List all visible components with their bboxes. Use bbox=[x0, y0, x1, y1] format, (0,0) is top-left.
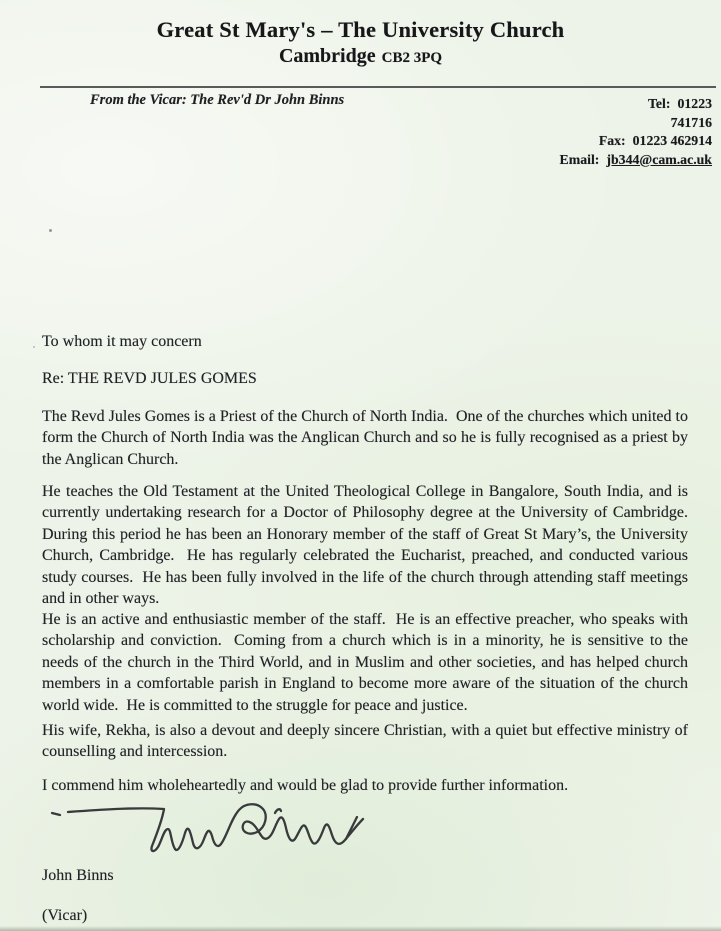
fax-value: 01223 462914 bbox=[632, 133, 712, 149]
signature-start-dash bbox=[52, 813, 60, 815]
signer-role: (Vicar) bbox=[42, 907, 88, 924]
postcode: CB2 3PQ bbox=[381, 50, 443, 66]
tel-label: Tel: bbox=[648, 96, 671, 111]
fax-label: Fax: bbox=[598, 133, 626, 149]
from-vicar-line: From the Vicar: The Rev'd Dr John Binns bbox=[90, 92, 345, 108]
signer-name: John Binns bbox=[42, 867, 114, 884]
body-paragraph: He teaches the Old Testament at the United Theological College in Bangalore, South India, and is currently undertaking research for a Doctor of Philosophy degree at the University of Cambridge. During this period he has been an Honorary member of the staff of Great St Mary’s, the University Church, Cambridge. He has regularly celebrated the Eucharist, preached, and conducted various study courses. He has been fully involved in the life of the church through attending staff meetings and in other ways. bbox=[42, 483, 696, 608]
scan-speck bbox=[33, 346, 35, 348]
scan-speck bbox=[49, 229, 52, 232]
handwritten-signature bbox=[35, 791, 365, 866]
body-paragraph: He is an active and enthusiastic member of the staff. He is an effective preacher, who speaks with scholarship and conviction. Coming from a church which is in a minority, he is sensitive to the needs of the church in the Third World, and in Muslim and other societies, and has helped church members in a comfortable parish in England to become more aware of the situation of the church world wide. He is committed to the struggle for peace and justice. bbox=[42, 611, 692, 714]
tel-line-1 bbox=[560, 95, 712, 114]
letterhead-divider-line bbox=[40, 86, 716, 88]
tel-line-2: 741716 bbox=[670, 114, 712, 130]
subject-line: Re: THE REVD JULES GOMES bbox=[42, 370, 257, 387]
body-paragraph: The Revd Jules Gomes is a Priest of the Church of North India. One of the churches which united to form the Church of North India was the Anglican Church and so he is fully recognised as a priest by the Anglican Church. bbox=[42, 408, 692, 468]
body-paragraph: His wife, Rekha, is also a devout and deeply sincere Christian, with a quiet but effective ministry of counselling and intercession. bbox=[42, 722, 692, 761]
city-name: Cambridge bbox=[278, 45, 376, 67]
email-line bbox=[560, 151, 712, 170]
email-label: Email: bbox=[559, 151, 600, 167]
salutation-line: To whom it may concern bbox=[42, 333, 202, 350]
contact-block bbox=[560, 95, 712, 169]
email-address: jb344@cam.ac.uk bbox=[606, 151, 712, 167]
signature-main-scribble bbox=[68, 804, 363, 851]
fax-line bbox=[560, 132, 712, 151]
body-paragraph: I commend him wholeheartedly and would be glad to provide further information. bbox=[42, 777, 569, 794]
church-address-line bbox=[0, 45, 721, 68]
church-name-title: Great St Mary's – The University Church bbox=[156, 17, 565, 42]
scan-edge-shadow bbox=[0, 926, 721, 931]
signature-i-accent bbox=[275, 809, 281, 813]
tel-value: 01223 bbox=[677, 96, 712, 111]
